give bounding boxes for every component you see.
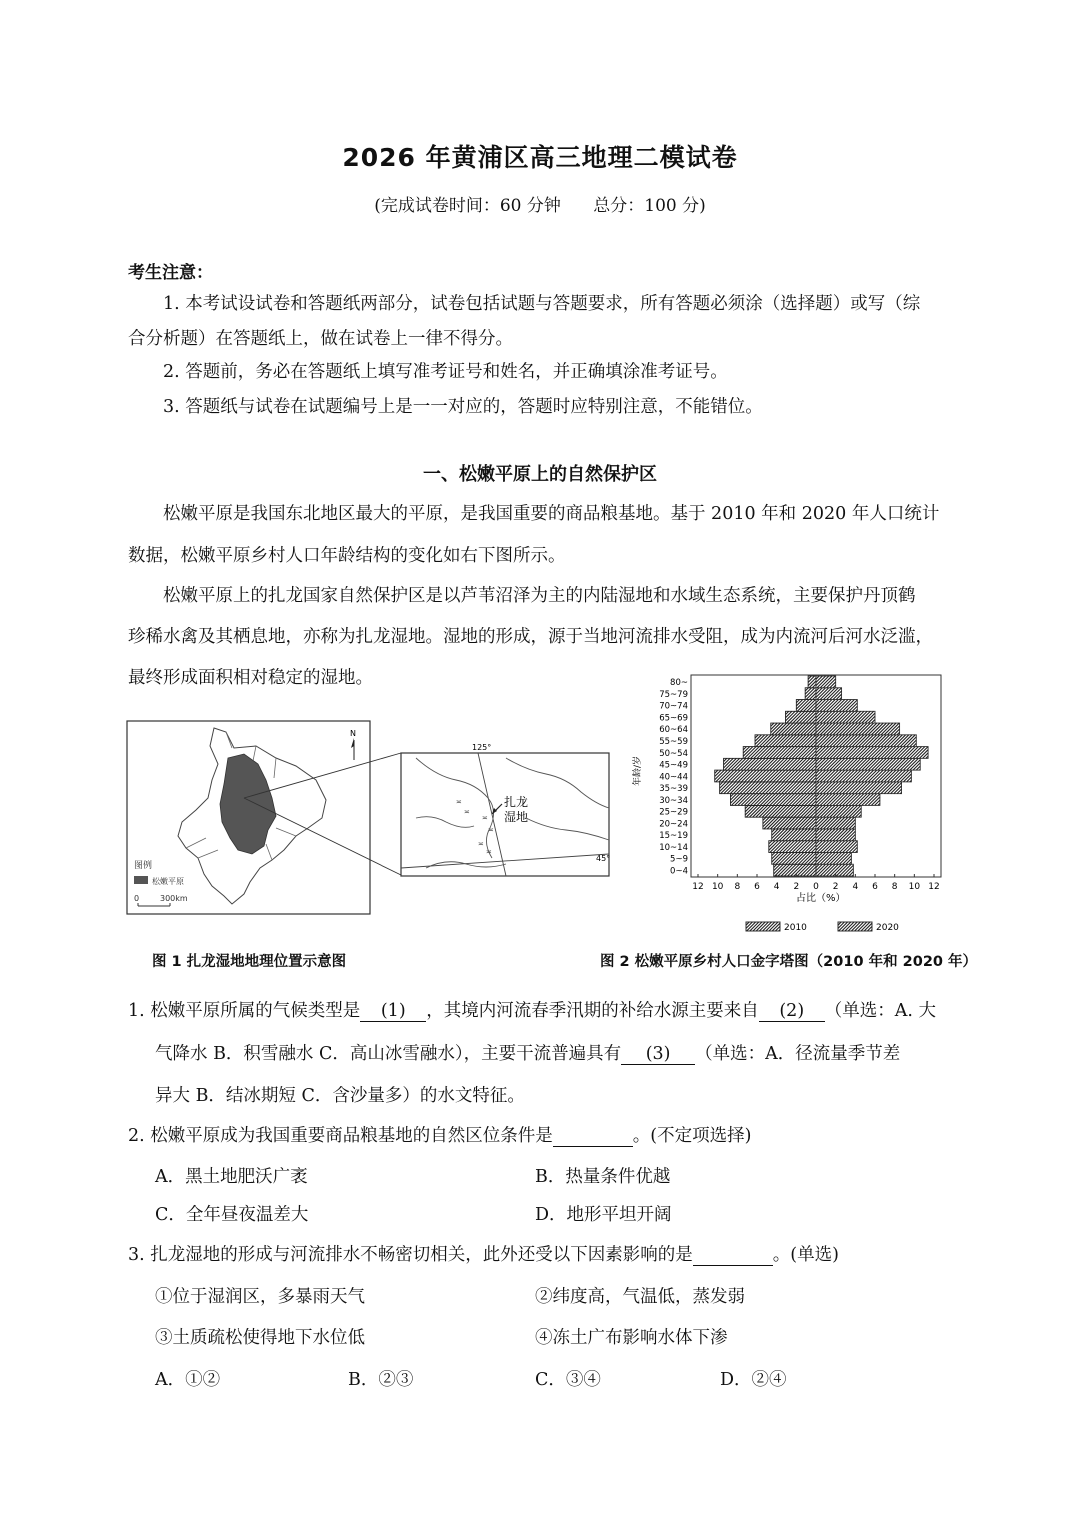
y-tick-label: 35~39 (659, 784, 688, 795)
legend-item-label: 松嫩平原 (152, 877, 184, 886)
x-tick-label: 6 (872, 882, 878, 892)
bar-2010-50~54 (743, 747, 816, 759)
q2-option-a: A．黑土地肥沃广袤 (155, 1167, 308, 1187)
answer-blank-2[interactable]: (2) (759, 1001, 825, 1022)
x-tick-label: 0 (813, 882, 819, 892)
notice-item-3: 3. 答题纸与试卷在试题编号上是一一对应的，答题时应特别注意，不能错位。 (163, 397, 763, 417)
y-tick-label: 45~49 (659, 760, 688, 771)
q2-option-b: B．热量条件优越 (535, 1167, 671, 1187)
bar-2020-10~14 (816, 841, 857, 853)
svg-text:≍: ≍ (464, 808, 470, 816)
answer-blank-q2[interactable] (553, 1126, 633, 1147)
bar-2010-25~29 (745, 805, 816, 817)
y-tick-label: 40~44 (659, 772, 688, 783)
bar-2020-70~74 (816, 700, 857, 712)
x-tick-label: 10 (908, 882, 921, 892)
bar-2020-0~4 (816, 864, 853, 876)
y-tick-label: 15~19 (659, 831, 688, 842)
scale-zero: 0 (134, 894, 140, 903)
bar-2020-25~29 (816, 805, 861, 817)
bar-2020-15~19 (816, 829, 855, 841)
bar-2010-35~39 (720, 782, 816, 794)
bar-2010-55~59 (755, 735, 816, 747)
x-tick-label: 2 (832, 882, 839, 892)
bar-2010-45~49 (724, 758, 816, 770)
x-tick-label: 2 (793, 882, 800, 892)
bar-2010-20~24 (763, 817, 816, 829)
y-tick-label: 65~69 (659, 713, 688, 724)
answer-blank-1[interactable]: (1) (360, 1001, 426, 1022)
y-tick-label: 25~29 (659, 807, 688, 818)
figure-1-caption: 图 1 扎龙湿地地理位置示意图 (152, 954, 347, 970)
figure-2-population-pyramid (628, 668, 958, 940)
svg-text:≍: ≍ (478, 840, 484, 848)
y-tick-label: 10~14 (659, 842, 688, 853)
bar-2020-45~49 (816, 758, 920, 770)
answer-blank-3[interactable]: (3) (621, 1044, 695, 1065)
y-tick-label: 70~74 (659, 701, 688, 712)
y-tick-label: 60~64 (659, 725, 688, 736)
y-tick-label: 80~ (670, 678, 688, 689)
q3-option-c: C．③④ (535, 1370, 601, 1390)
scale-label: 300km (160, 894, 188, 903)
bar-2010-80~ (808, 676, 816, 688)
bar-2010-40~44 (715, 770, 816, 782)
answer-blank-q3[interactable] (693, 1245, 773, 1266)
svg-text:≍: ≍ (486, 848, 492, 856)
bar-2020-30~34 (816, 794, 880, 806)
bar-2020-40~44 (816, 770, 911, 782)
bar-2020-65~69 (816, 711, 875, 723)
legend-swatch (134, 876, 148, 884)
latitude-label: 45° (596, 854, 611, 863)
question-1-line-1: 1. 松嫩平原所属的气候类型是 (1) ，其境内河流春季汛期的补给水源主要来自 (2) （单选：A. 大 (128, 1001, 937, 1021)
x-axis-label: 占比（%） (796, 893, 846, 904)
q3-item-2: ②纬度高，气温低，蒸发弱 (535, 1287, 745, 1307)
y-tick-label: 50~54 (659, 748, 688, 759)
paragraph-2-line-1: 松嫩平原上的扎龙国家自然保护区是以芦苇沼泽为主的内陆湿地和水域生态系统，主要保护丹顶鹤 (163, 586, 916, 606)
notice-item-1: 1. 本考试设试卷和答题纸两部分，试卷包括试题与答题要求，所有答题必须涂（选择题）或写（综 (163, 294, 921, 314)
wetland-label-2: 湿地 (504, 810, 529, 824)
svg-text:≍: ≍ (482, 814, 488, 822)
bar-2010-65~69 (786, 711, 816, 723)
notice-item-2: 2. 答题前，务必在答题纸上填写准考证号和姓名，并正确填涂准考证号。 (163, 362, 728, 382)
wetland-label-1: 扎龙 (504, 795, 529, 809)
q2-option-d: D．地形平坦开阔 (535, 1205, 672, 1225)
y-tick-label: 55~59 (659, 737, 688, 747)
y-tick-label: 20~24 (659, 819, 688, 830)
y-tick-label: 0~4 (670, 866, 688, 877)
x-tick-label: 4 (852, 882, 859, 892)
q3-item-4: ④冻土广布影响水体下渗 (535, 1328, 728, 1348)
paragraph-1-line-2: 数据，松嫩平原乡村人口年龄结构的变化如右下图所示。 (128, 546, 566, 566)
bar-2020-55~59 (816, 735, 916, 747)
question-3-stem: 3. 扎龙湿地的形成与河流排水不畅密切相关，此外还受以下因素影响的是 。(单选) (128, 1245, 839, 1265)
y-tick-label: 75~79 (659, 689, 688, 700)
bar-2010-0~4 (774, 864, 816, 876)
x-tick-label: 12 (692, 882, 704, 892)
paragraph-2-line-2: 珍稀水禽及其栖息地，亦称为扎龙湿地。湿地的形成，源于当地河流排水受阻，成为内流河后河水泛滥， (128, 627, 933, 647)
bar-2020-75~79 (816, 688, 842, 700)
y-tick-label: 5~9 (670, 854, 688, 865)
section-title: 一、松嫩平原上的自然保护区 (423, 464, 657, 485)
x-tick-label: 12 (928, 882, 940, 892)
x-tick-label: 10 (711, 882, 724, 892)
q3-item-1: ①位于湿润区，多暴雨天气 (155, 1287, 365, 1307)
notice-heading: 考生注意： (128, 263, 213, 283)
bar-2010-70~74 (796, 700, 816, 712)
bar-2010-75~79 (805, 688, 816, 700)
bar-2020-5~9 (816, 852, 851, 864)
q3-option-b: B．②③ (348, 1370, 414, 1390)
legend-title: 图例 (134, 861, 153, 871)
q3-option-d: D．②④ (720, 1370, 787, 1390)
svg-text:≍: ≍ (488, 826, 494, 834)
bar-2020-35~39 (816, 782, 902, 794)
bar-2010-60~64 (771, 723, 816, 735)
longitude-label: 125° (472, 743, 492, 752)
svg-text:≍: ≍ (456, 798, 462, 806)
y-tick-label: 30~34 (659, 795, 688, 806)
figure-2-caption: 图 2 松嫩平原乡村人口金字塔图（2010 年和 2020 年） (600, 954, 978, 970)
exam-meta: (完成试卷时间：60 分钟 总分：100 分) (374, 196, 706, 216)
bar-2020-50~54 (816, 747, 928, 759)
north-label: N (350, 729, 356, 738)
q3-option-a: A．①② (155, 1370, 221, 1390)
x-tick-label: 8 (891, 882, 898, 892)
page-title: 2026 年黄浦区高三地理二模试卷 (342, 143, 738, 172)
x-tick-label: 4 (773, 882, 780, 892)
bar-2020-20~24 (816, 817, 855, 829)
q2-option-c: C．全年昼夜温差大 (155, 1205, 309, 1225)
bar-2010-30~34 (730, 794, 816, 806)
y-axis-label: 年龄/岁 (633, 755, 643, 786)
paragraph-1-line-1: 松嫩平原是我国东北地区最大的平原，是我国重要的商品粮基地。基于 2010 年和 2020 年人口统计 (163, 504, 940, 524)
bar-2010-5~9 (772, 852, 816, 864)
q3-item-3: ③土质疏松使得地下水位低 (155, 1328, 365, 1348)
bar-2020-60~64 (816, 723, 900, 735)
bar-2010-10~14 (769, 841, 816, 853)
paragraph-2-line-3: 最终形成面积相对稳定的湿地。 (128, 668, 373, 688)
x-tick-label: 8 (734, 882, 741, 892)
bar-2020-80~ (816, 676, 836, 688)
bar-2010-15~19 (772, 829, 816, 841)
question-1-line-2: 气降水 B．积雪融水 C．高山冰雪融水），主要干流普遍具有 (3) （单选：A．径流量季节差 (155, 1044, 901, 1064)
figure-1-map (126, 718, 626, 918)
notice-item-1-cont: 合分析题）在答题纸上，做在试卷上一律不得分。 (128, 329, 513, 349)
question-2-stem: 2. 松嫩平原成为我国重要商品粮基地的自然区位条件是 。(不定项选择) (128, 1126, 752, 1146)
legend-label-2010: 2010 (784, 923, 807, 933)
question-1-line-3: 异大 B．结冰期短 C．含沙量多）的水文特征。 (155, 1086, 525, 1106)
x-tick-label: 6 (754, 882, 760, 892)
legend-label-2020: 2020 (876, 923, 899, 933)
north-arrow-icon (350, 729, 356, 760)
